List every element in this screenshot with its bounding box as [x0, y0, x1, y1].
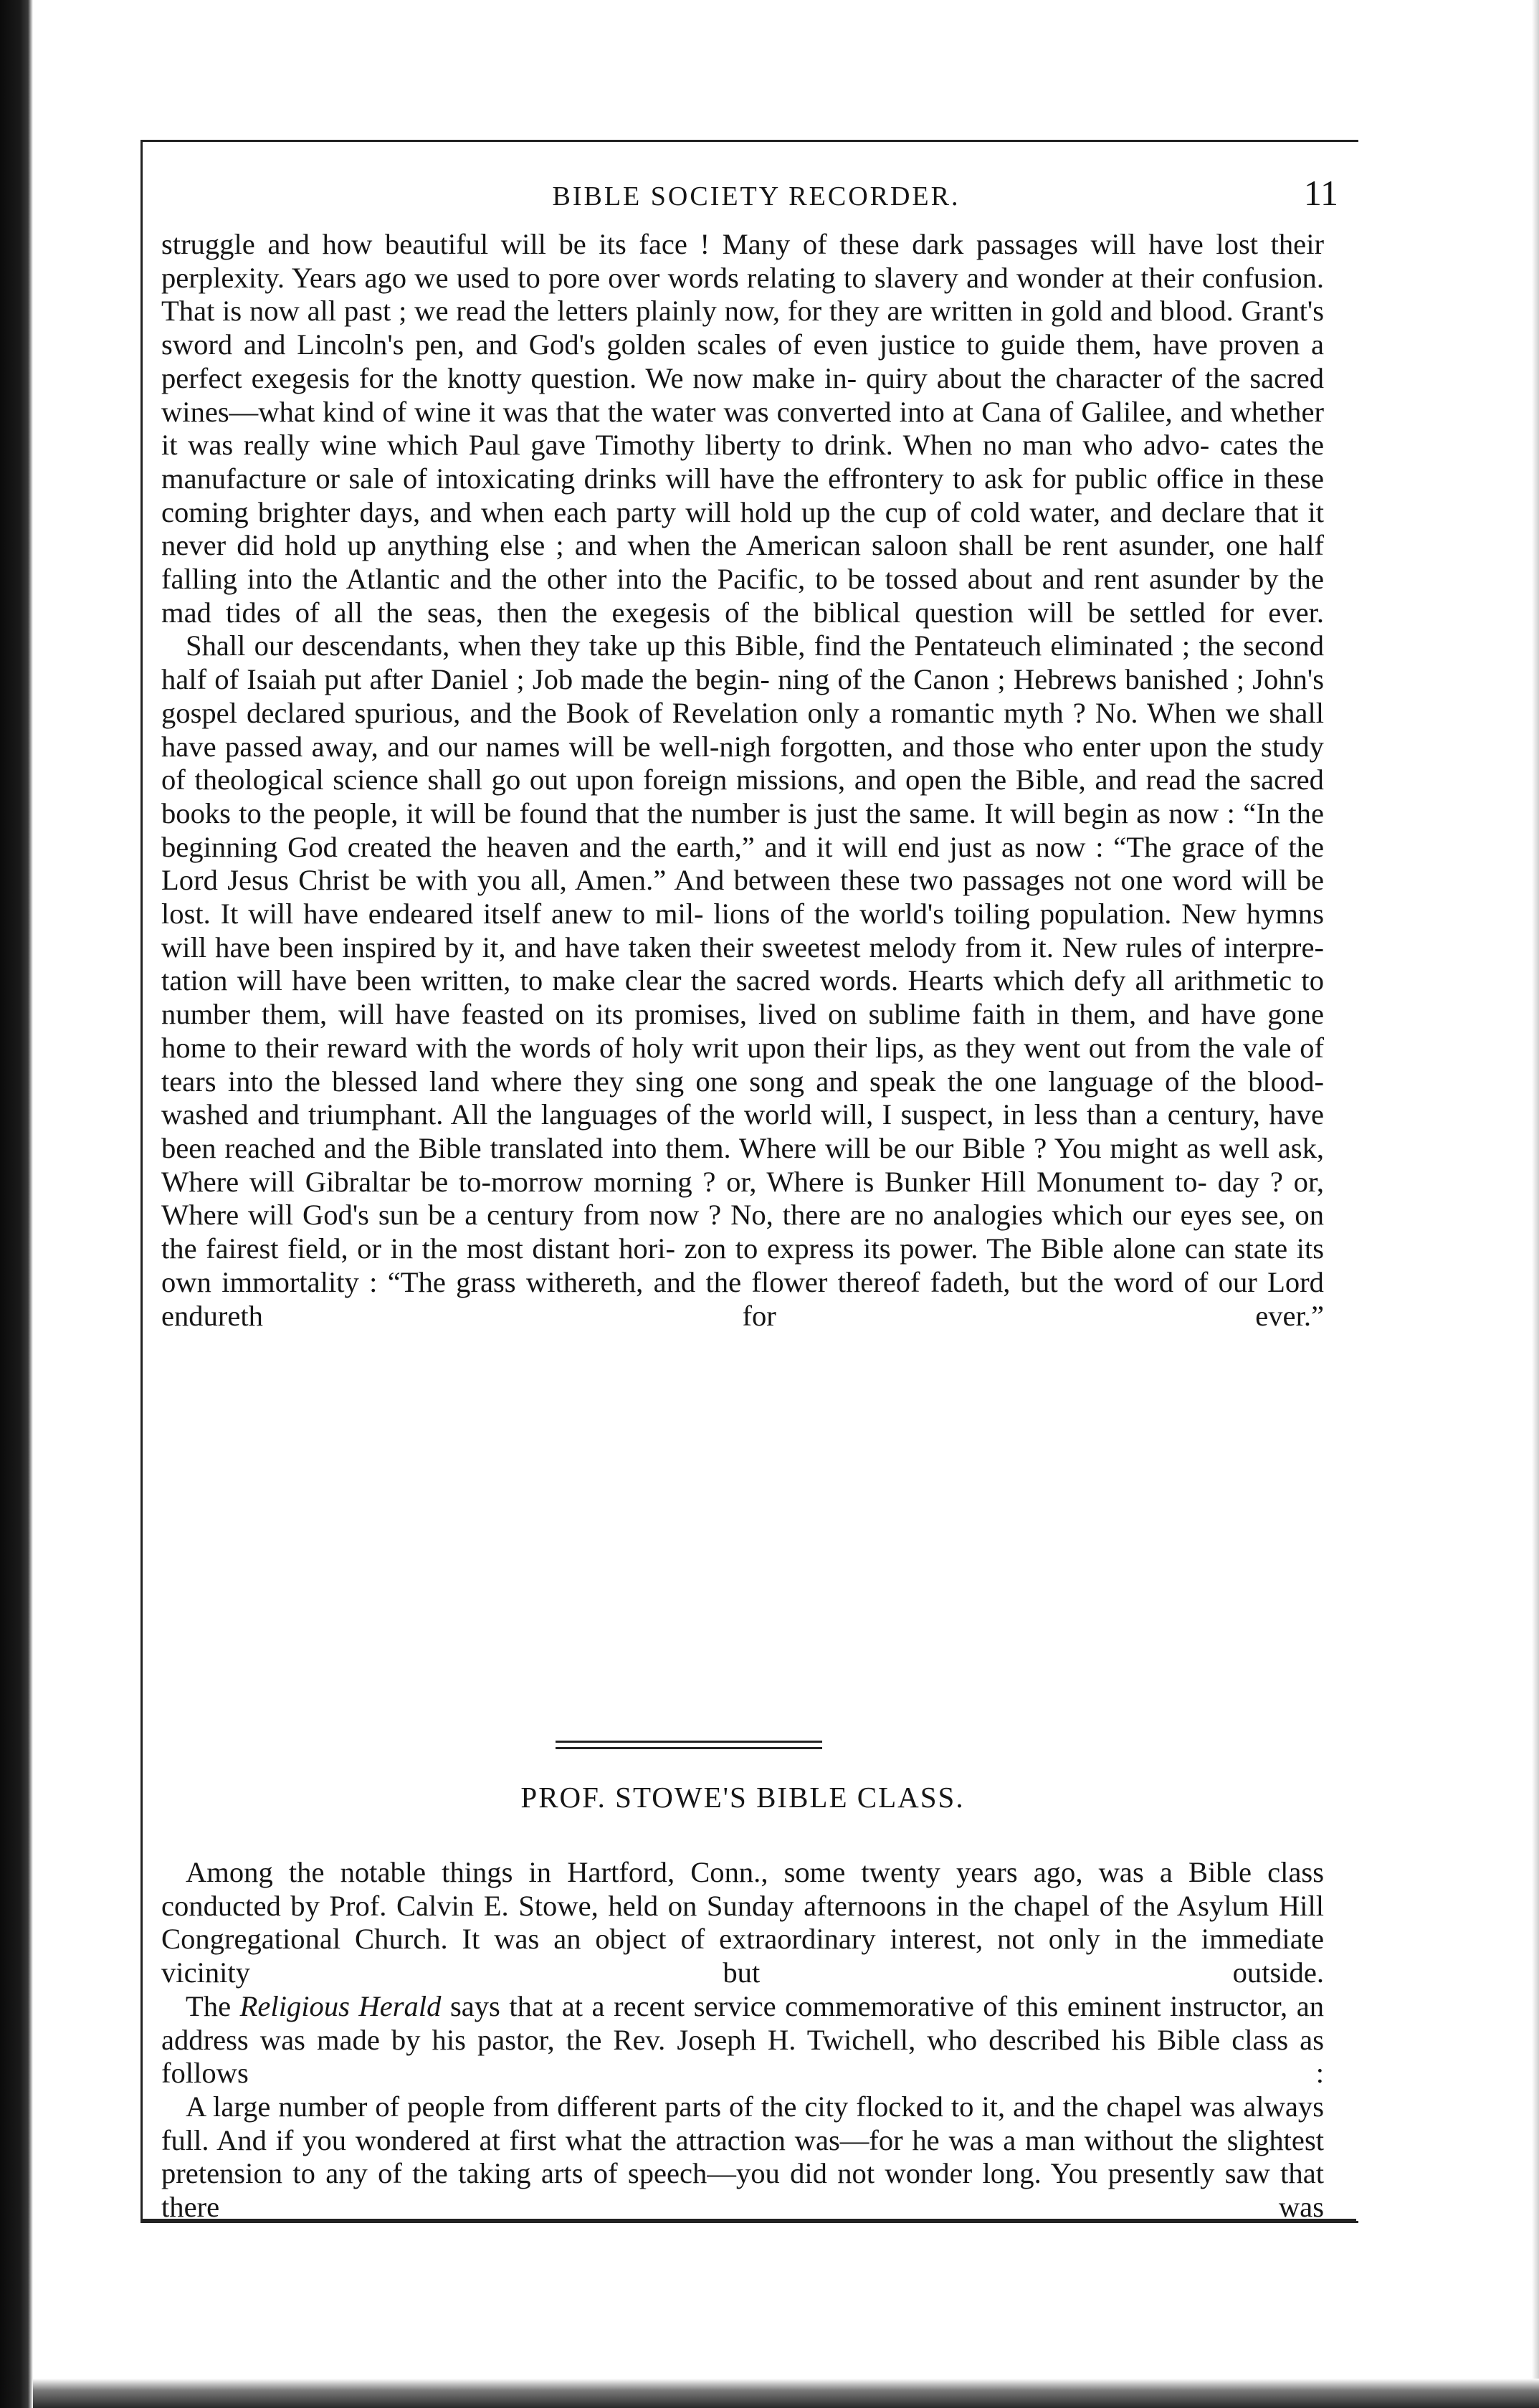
line: day ? or, Where will God's sun be a century from now ? No, there are no	[161, 1165, 1324, 1232]
line: by it, and have taken their sweetest melody from it. New rules of interpre-	[444, 931, 1324, 963]
line: the water was converted into at Cana of Galilee, and whether it was really	[161, 395, 1324, 462]
line: of extraordinary interest, not only in the immediate vicinity but outside.	[161, 1923, 1324, 1989]
line: A large number of people from different parts of the city flocked to it, and	[186, 2090, 1055, 2123]
running-header	[161, 171, 1351, 221]
line: quiry about the character of the sacred wines—what kind of wine it was that	[161, 361, 1324, 428]
article-continued-body	[161, 228, 1324, 1333]
binding-edge	[0, 0, 33, 2408]
paragraph	[161, 2090, 1324, 2224]
line: have lost their perplexity. Years ago we used to pore over words relating to	[161, 228, 1324, 294]
text-run: The	[186, 1989, 240, 2022]
line: was—for he was a man without the slightest pretension to any of the taking	[161, 2123, 1325, 2190]
line: in the chapel of the Asylum Hill Congregational Church. It was an object	[161, 1889, 1324, 1956]
line: and Lincoln's pen, and God's golden scales of even justice to guide them,	[243, 328, 1142, 361]
line: letters plainly now, for they are written in gold and blood. Grant's sword	[161, 295, 1324, 361]
line: zon to express its power. The Bible alone can state its own immortality :	[161, 1232, 1324, 1298]
line: wine which Paul gave Timothy liberty to drink. When no man who advo-	[320, 429, 1210, 462]
line: else ; and when the American saloon shall be rent asunder, one half falling	[161, 529, 1324, 596]
paragraph	[161, 1856, 1324, 1990]
line: a Bible class conducted by Prof. Calvin E. Stowe, held on Sunday afternoons	[161, 1856, 1324, 1922]
line: number is just the same. It will begin as now : “In the beginning God	[161, 796, 1324, 863]
line: Bible, and read the sacred books to the people, it will be found that the	[161, 763, 1324, 829]
line: away, and our names will be well-nigh forgotten, and those who enter upon the	[311, 730, 1252, 763]
line: eminent instructor, an address was made by his pastor, the Rev. Joseph H.	[161, 1989, 1325, 2056]
article-body	[161, 1856, 1324, 2224]
section-title: PROF. STOWE'S BIBLE CLASS.	[520, 1781, 965, 1814]
page-edge-right	[1532, 0, 1539, 2408]
paragraph	[161, 1990, 1324, 2090]
line: have proven a perfect exegesis for the knotty question. We now make in-	[161, 328, 1324, 394]
paragraph	[161, 629, 1324, 1333]
line: struggle and how beautiful will be its face ! Many of these dark passages will	[161, 228, 1136, 260]
line: arts of speech—you did not wonder long. You presently saw that there was	[161, 2157, 1324, 2224]
line: ning of the Canon ; Hebrews banished ; John's gospel declared spurious, and	[161, 663, 1325, 729]
line: lions of the world's toiling population. New hymns will have been inspired	[161, 898, 1324, 963]
paragraph	[161, 228, 1324, 629]
section-divider-rule	[556, 1747, 822, 1749]
line: asunder by the mad tides of all the seas, then the exegesis of the biblical	[161, 563, 1324, 629]
line: tation will have been written, to make clear the sacred words. Hearts which	[161, 964, 1064, 997]
line: slavery and wonder at their confusion. That is now all past ; we read the	[161, 261, 1324, 328]
line: into the blessed land where they sing one song and speak the one language	[227, 1065, 1153, 1098]
line: defy all arithmetic to number them, will have feasted on its promises, lived	[161, 964, 1324, 1031]
line: Among the notable things in Hartford, Conn., some twenty years ago, was	[186, 1856, 1144, 1888]
line: question will be settled for ever.	[915, 596, 1324, 629]
line: study of theological science shall go out upon foreign missions, and open the	[161, 730, 1324, 796]
line: suspect, in less than a century, have been reached and the Bible translated	[161, 1098, 1324, 1164]
line: eliminated ; the second half of Isaiah put after Daniel ; Job made the begin-	[161, 629, 1324, 696]
line: Lord endureth for ever.”	[161, 1265, 1324, 1332]
line: of the Lord Jesus Christ be with you all, Amen.” And between these two	[161, 830, 1324, 897]
line: the Book of Revelation only a romantic myth ? No. When we shall have passed	[161, 696, 1324, 763]
line: Twichell, who described his Bible class as follows :	[161, 2023, 1324, 2090]
publication-name: Religious Herald	[239, 1989, 442, 2022]
line: “The grass withereth, and the flower thereof fadeth, but the word of our	[387, 1265, 1257, 1298]
line: Shall our descendants, when they take up this Bible, find the Pentateuch	[186, 629, 1042, 662]
line: words of holy writ upon their lips, as they went out from the vale of tears	[161, 1031, 1324, 1098]
line: the chapel was always full. And if you wondered at first what the attraction	[161, 2090, 1324, 2156]
line: on sublime faith in them, and have gone home to their reward with the	[161, 998, 1324, 1064]
line: to ask for public office in these coming brighter days, and when each party will	[161, 462, 1324, 528]
section-divider-rule	[556, 1741, 822, 1743]
scan-shadow-bottom	[33, 2379, 1539, 2408]
page-number: 11	[1303, 173, 1338, 213]
line: into the Atlantic and the other into the Pacific, to be tossed about and rent	[247, 563, 1140, 596]
line: analogies which our eyes see, on the fairest field, or in the most distant hori-	[161, 1199, 1324, 1265]
line: Gibraltar be to-morrow morning ? or, Where is Bunker Hill Monument to-	[305, 1165, 1207, 1198]
text-run: says that at a recent service commemorative of this	[441, 1989, 1059, 2022]
line: into them. Where will be our Bible ? You might as well ask, Where will	[161, 1131, 1325, 1198]
running-title: BIBLE SOCIETY RECORDER.	[552, 181, 961, 211]
line: passages not one word will be lost. It will have endeared itself anew to mil-	[161, 864, 1324, 931]
page-frame-bottom	[140, 2219, 1356, 2221]
line: created the heaven and the earth,” and it will end just as now : “The grace	[347, 830, 1245, 863]
line: cates the manufacture or sale of intoxicating drinks will have the effrontery	[161, 429, 1324, 495]
line: of the blood-washed and triumphant. All the languages of the world will, I	[161, 1065, 1325, 1131]
line: hold up the cup of cold water, and declare that it never did hold up anything	[161, 495, 1324, 562]
